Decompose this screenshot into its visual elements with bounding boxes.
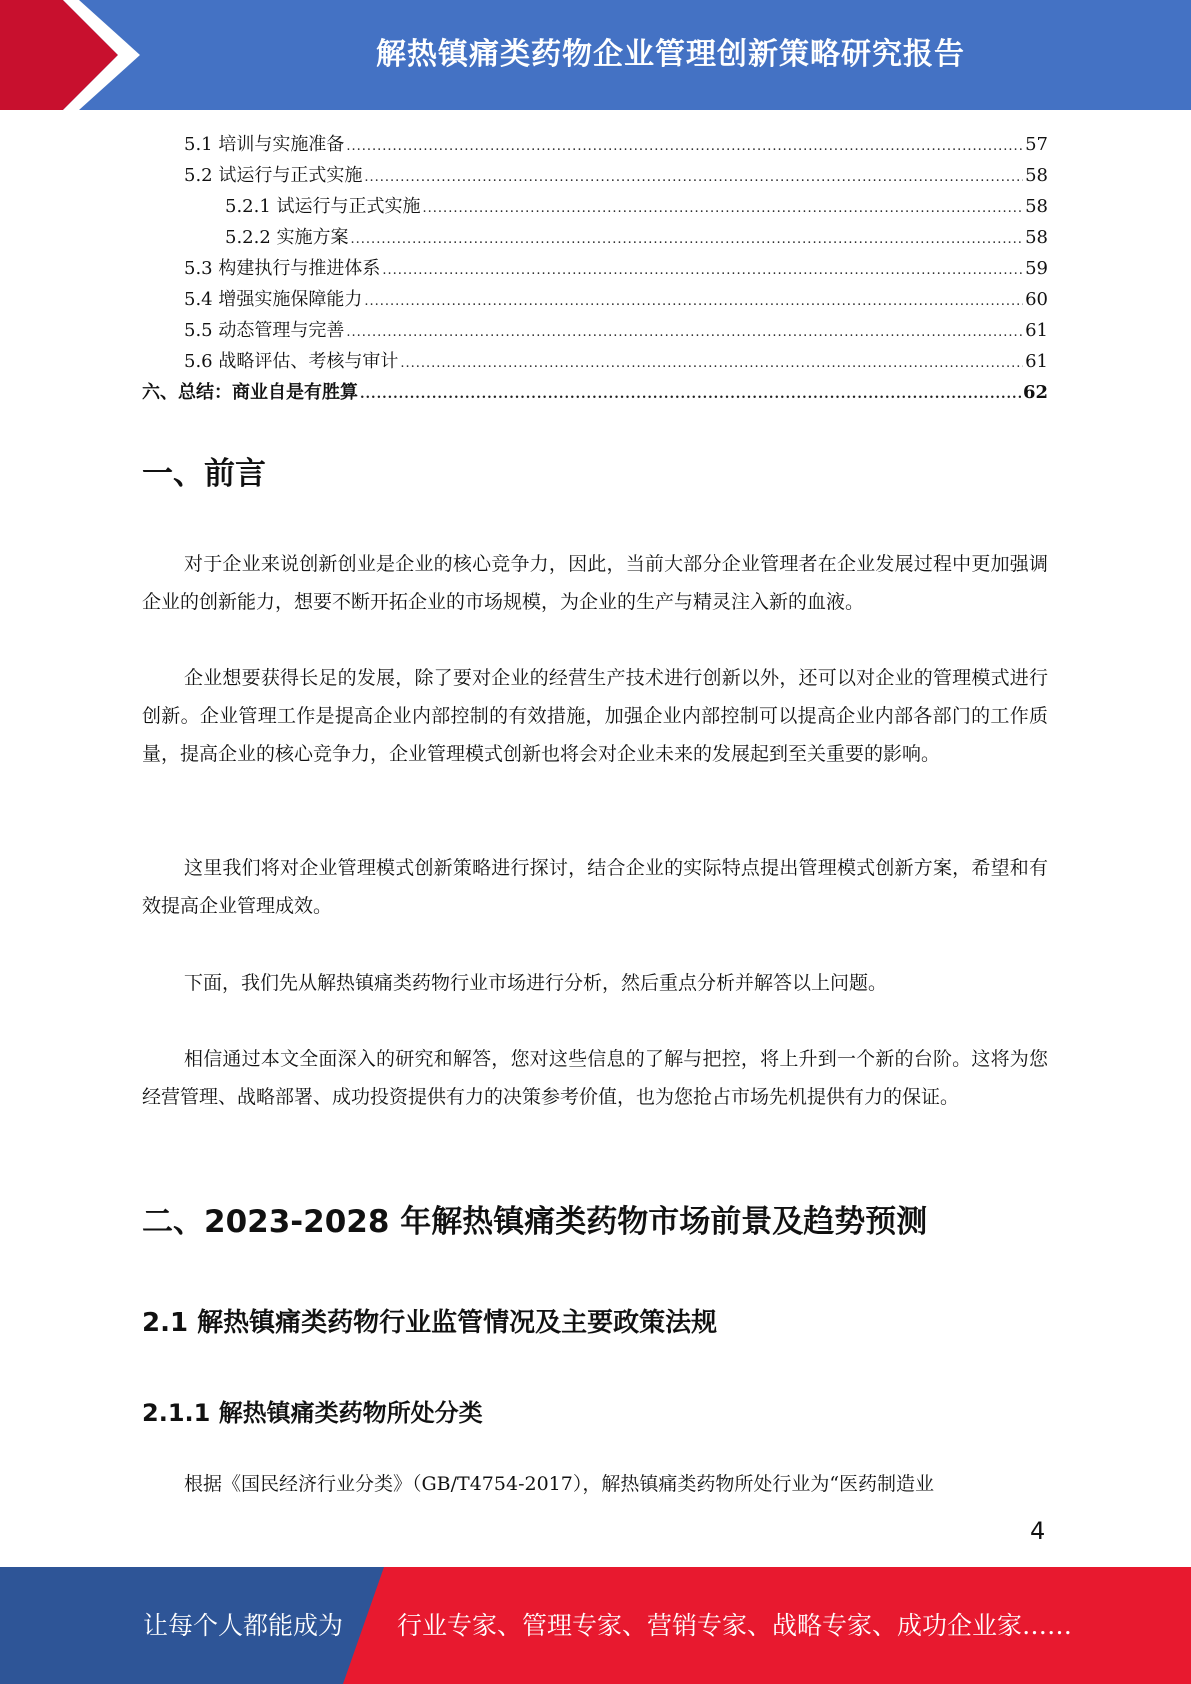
- toc-page-number: 61: [1025, 351, 1048, 372]
- page-number: 4: [1030, 1517, 1046, 1545]
- toc-label: 5.4 增强实施保障能力: [184, 289, 363, 310]
- toc-leader-dots: [346, 131, 1023, 162]
- body-paragraph: 相信通过本文全面深入的研究和解答，您对这些信息的了解与把控，将上升到一个新的台阶。这将为您经营管理、战略部署、成功投资提供有力的决策参考价值，也为您抢占市场先机提供有力的保证。: [142, 1048, 1048, 1108]
- toc-label: 六、总结：商业自是有胜算: [142, 382, 358, 403]
- toc-entry[interactable]: [142, 284, 1048, 315]
- toc-leader-dots: [400, 348, 1023, 379]
- footer-slogan-right: 行业专家、管理专家、营销专家、战略专家、成功企业家……: [397, 1611, 1073, 1640]
- toc-page-number: 60: [1025, 289, 1048, 310]
- toc-entry[interactable]: [142, 315, 1048, 346]
- toc-page-number: 58: [1025, 165, 1048, 186]
- body-paragraph: 根据《国民经济行业分类》（GB/T4754-2017），解热镇痛类药物所处行业为“医药制造业: [184, 1473, 935, 1495]
- toc-label: 5.5 动态管理与完善: [184, 320, 345, 341]
- toc-entry[interactable]: [142, 129, 1048, 160]
- body-paragraph: 企业想要获得长足的发展，除了要对企业的经营生产技术进行创新以外，还可以对企业的管理模式进行创新。企业管理工作是提高企业内部控制的有效措施，加强企业内部控制可以提高企业内部各部门的工作质量，提高企业的核心竞争力，企业管理模式创新也将会对企业未来的发展起到至关重要的影响。: [142, 667, 1048, 765]
- toc-leader-dots: [360, 379, 1021, 410]
- toc-label: 5.3 构建执行与推进体系: [184, 258, 381, 279]
- subsubsection-heading: 2.1.1 解热镇痛类药物所处分类: [142, 1399, 483, 1427]
- toc-entry[interactable]: [142, 191, 1048, 222]
- toc-entry[interactable]: [142, 160, 1048, 191]
- toc-leader-dots: [423, 193, 1024, 224]
- toc-label: 5.2 试运行与正式实施: [184, 165, 363, 186]
- toc-page-number: 59: [1025, 258, 1048, 279]
- section-heading-market-outlook: 二、2023-2028 年解热镇痛类药物市场前景及趋势预测: [142, 1204, 928, 1240]
- subsection-heading: 2.1 解热镇痛类药物行业监管情况及主要政策法规: [142, 1308, 718, 1338]
- toc-page-number: 57: [1025, 134, 1048, 155]
- toc-leader-dots: [351, 224, 1024, 255]
- report-title: 解热镇痛类药物企业管理创新策略研究报告: [376, 37, 965, 72]
- toc-label: 5.1 培训与实施准备: [184, 134, 345, 155]
- chevron-arrow-icon: [0, 0, 160, 110]
- toc-label: 5.6 战略评估、考核与审计: [184, 351, 399, 372]
- toc-label: 5.2.2 实施方案: [225, 227, 349, 248]
- page-header: [0, 0, 1191, 110]
- page-footer: [0, 1567, 1191, 1684]
- toc-page-number: 62: [1022, 382, 1048, 403]
- body-paragraph: 对于企业来说创新创业是企业的核心竞争力，因此，当前大部分企业管理者在企业发展过程中更加强调企业的创新能力，想要不断开拓企业的市场规模，为企业的生产与精灵注入新的血液。: [142, 553, 1048, 613]
- toc-entry[interactable]: [142, 346, 1048, 377]
- toc-page-number: 61: [1025, 320, 1048, 341]
- footer-slogan-left: 让每个人都能成为: [143, 1611, 344, 1640]
- toc-entry[interactable]: [142, 222, 1048, 253]
- toc-label: 5.2.1 试运行与正式实施: [225, 196, 421, 217]
- toc-leader-dots: [346, 317, 1023, 348]
- table-of-contents: [142, 129, 1048, 408]
- toc-entry-chapter[interactable]: [142, 377, 1048, 408]
- toc-entry[interactable]: [142, 253, 1048, 284]
- toc-leader-dots: [364, 286, 1023, 317]
- toc-leader-dots: [364, 162, 1023, 193]
- toc-leader-dots: [382, 255, 1023, 286]
- body-paragraph: 这里我们将对企业管理模式创新策略进行探讨，结合企业的实际特点提出管理模式创新方案，希望和有效提高企业管理成效。: [142, 857, 1048, 917]
- toc-page-number: 58: [1025, 227, 1048, 248]
- toc-page-number: 58: [1025, 196, 1048, 217]
- body-paragraph: 下面，我们先从解热镇痛类药物行业市场进行分析，然后重点分析并解答以上问题。: [184, 972, 888, 994]
- section-heading-preface: 一、前言: [142, 456, 266, 492]
